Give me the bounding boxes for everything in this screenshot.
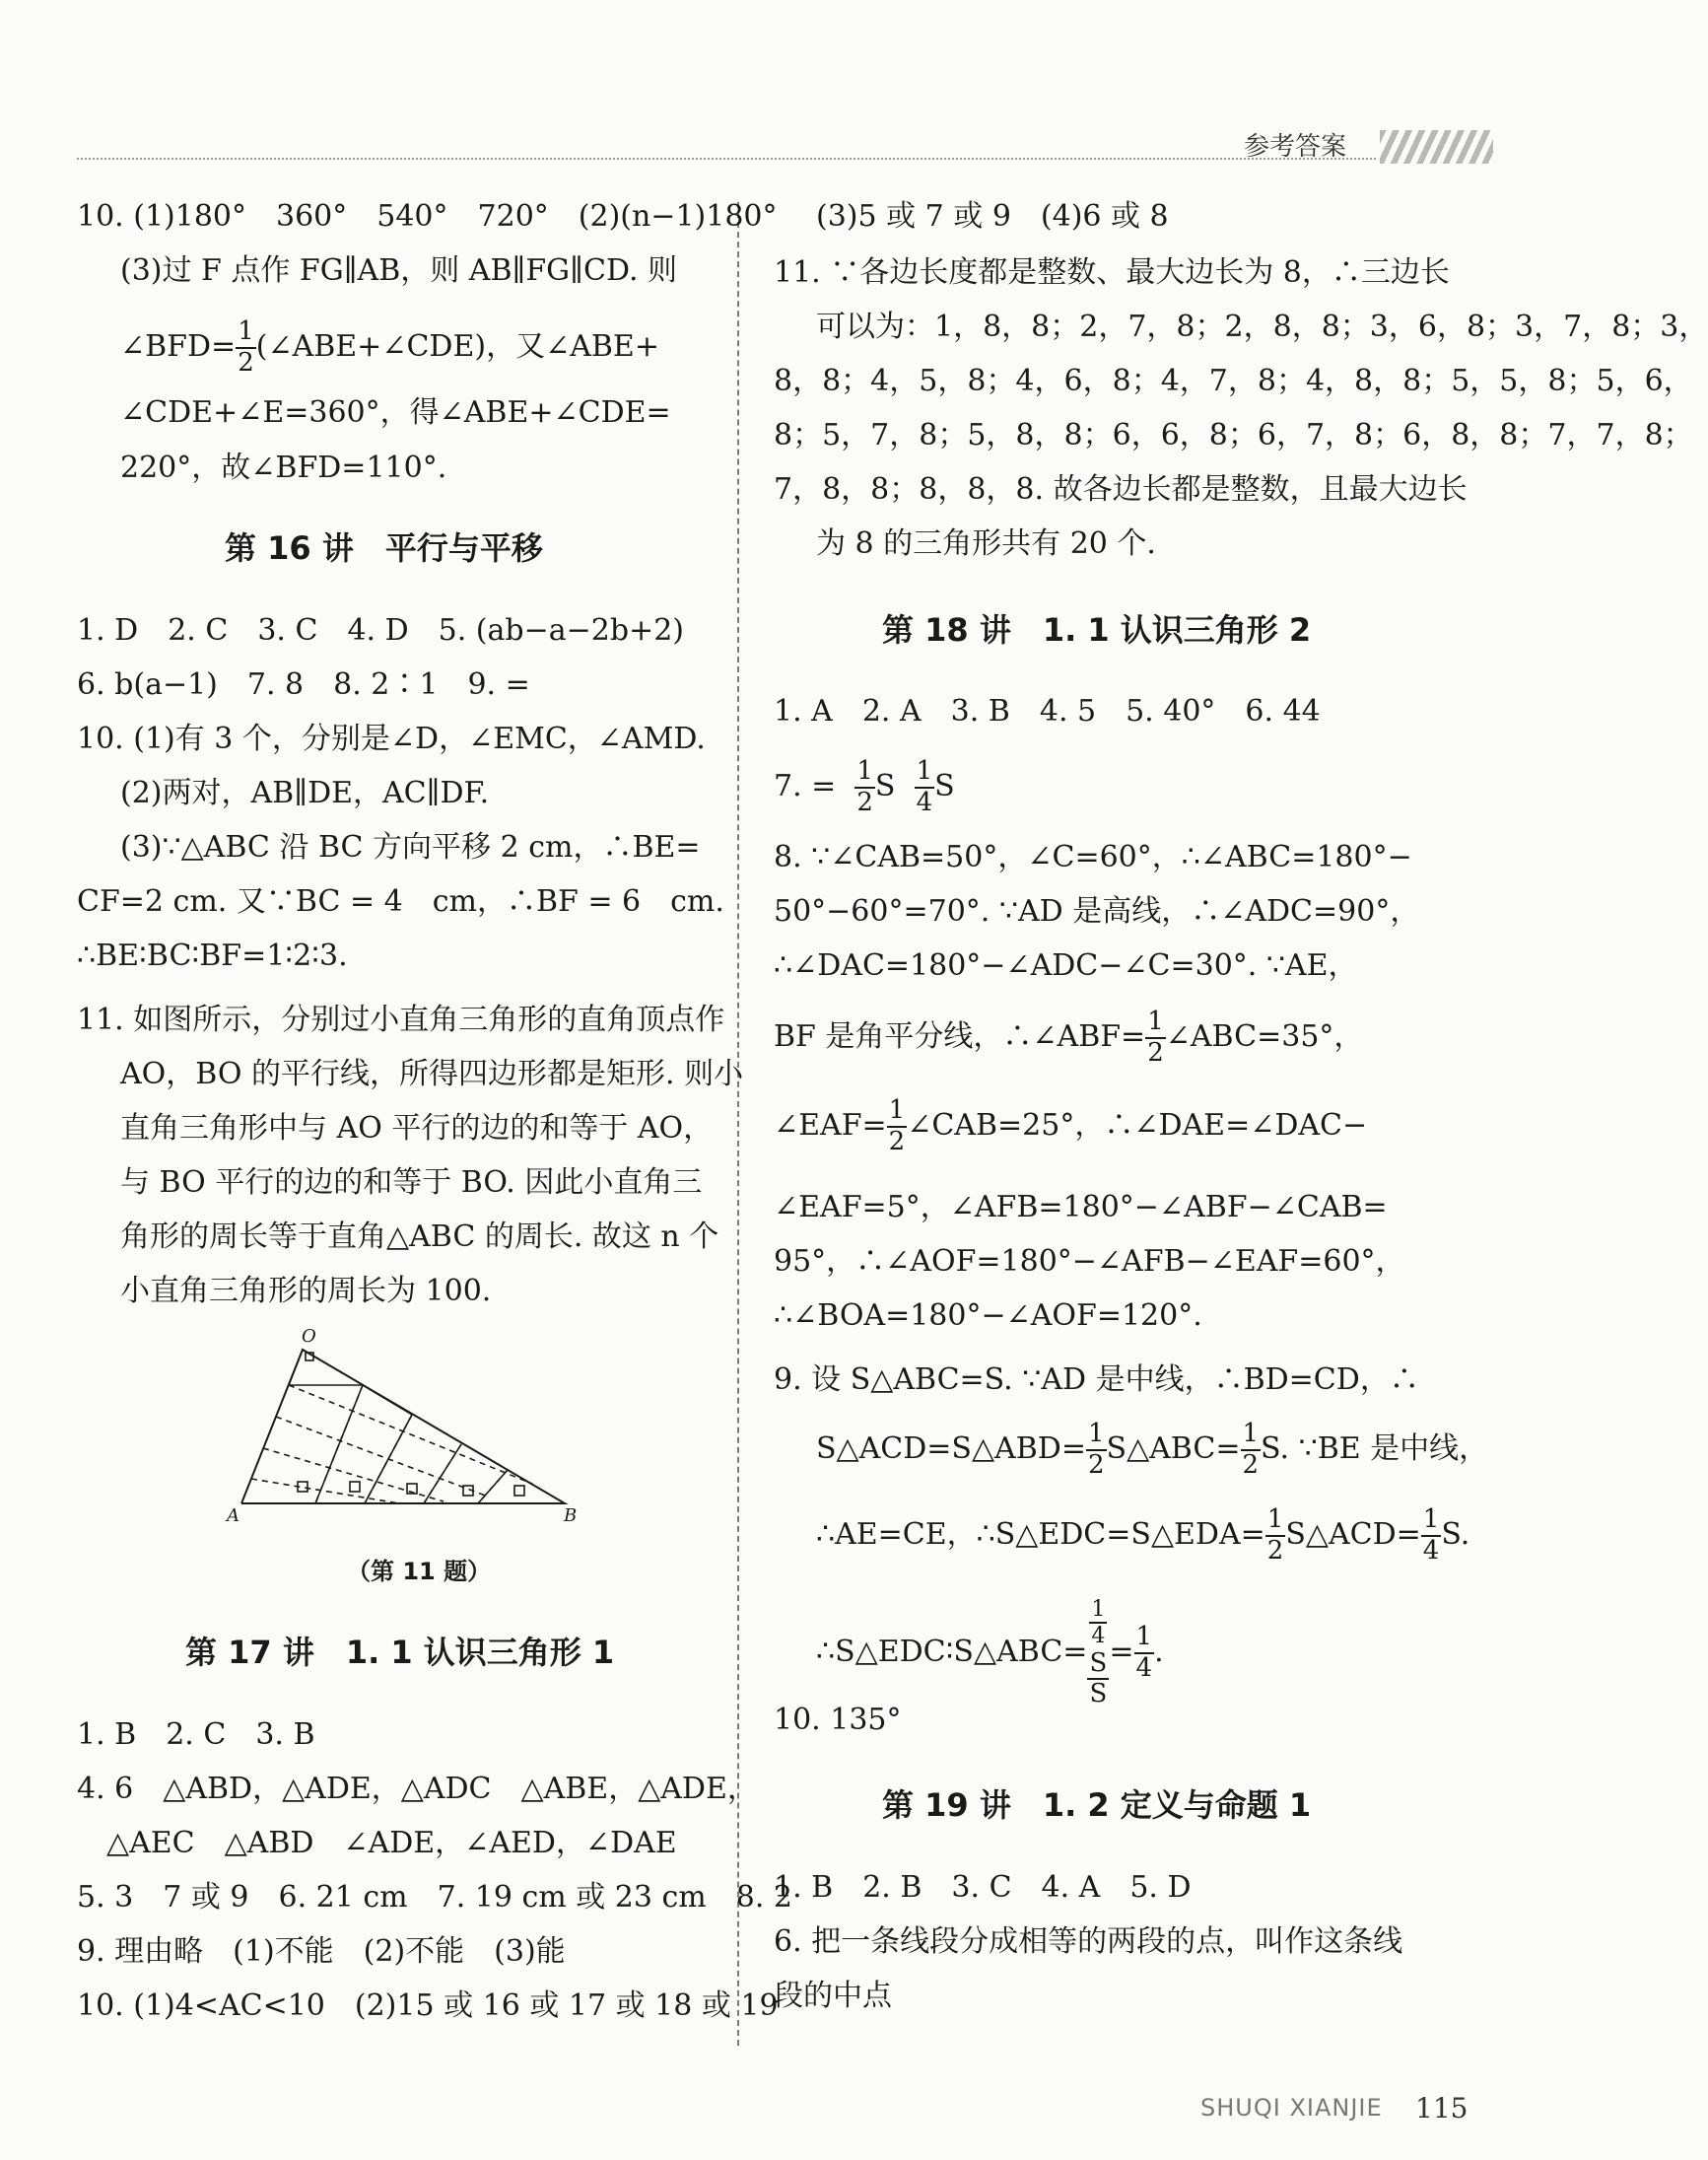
s16-line6: CF=2 cm. 又∵BC = 4 cm，∴BF = 6 cm. bbox=[77, 884, 724, 919]
header-rule bbox=[77, 158, 1376, 160]
fraction-half: $\frac{1}{2}$ bbox=[1147, 1007, 1164, 1068]
s18-line15: 10. 135° bbox=[774, 1703, 902, 1737]
q10-line1: 10. (1)180° 360° 540° 720° (2)(n−1)180° bbox=[77, 199, 778, 234]
fraction-quarter: $\frac{1}{4}$ bbox=[1422, 1504, 1440, 1566]
s18-line2: 7. = $\frac{1}{2}$ S $\frac{1}{4}$ S bbox=[774, 756, 955, 817]
fraction-half: $\frac{1}{2}$ bbox=[1266, 1504, 1284, 1566]
header-decoration bbox=[1380, 130, 1493, 164]
s18-line8: ∠EAF=5°，∠AFB=180°−∠ABF−∠CAB= bbox=[774, 1190, 1388, 1224]
s18-line6: BF 是角平分线，∴∠ABF= $\frac{1}{2}$ ∠ABC=35°， bbox=[774, 1007, 1364, 1068]
s18-line11: 9. 设 S△ABC=S. ∵AD 是中线，∴BD=CD，∴ bbox=[774, 1362, 1419, 1397]
fraction-half: $\frac{1}{2}$ bbox=[856, 756, 873, 817]
vertex-label-b: B bbox=[564, 1505, 578, 1526]
s18-line4: 50°−60°=70°. ∵AD 是高线，∴∠ADC=90°， bbox=[774, 894, 1420, 929]
s16-line7: ∴BE∶BC∶BF=1∶2∶3. bbox=[77, 939, 348, 973]
q11-line1: 11. ∵各边长度都是整数、最大边长为 8，∴三边长 bbox=[774, 255, 1450, 290]
q10-line2: (3)过 F 点作 FG∥AB，则 AB∥FG∥CD. 则 bbox=[120, 253, 678, 288]
figure-caption: （第 11 题） bbox=[347, 1558, 492, 1585]
q10-line5: 220°，故∠BFD=110°. bbox=[120, 451, 447, 485]
s16-line2: 6. b(a−1) 7. 8 8. 2∶1 9. = bbox=[77, 667, 530, 702]
q11-line5: 7，8，8；8，8，8. 故各边长都是整数，且最大边长 bbox=[774, 472, 1468, 507]
s16-line8: 11. 如图所示，分别过小直角三角形的直角顶点作 bbox=[77, 1003, 725, 1037]
s18-line12: S△ACD=S△ABD= $\frac{1}{2}$ S△ABC= $\frac{1}{2}$ S. ∵BE 是中线， bbox=[816, 1419, 1489, 1480]
s16-line5: (3)∵△ABC 沿 BC 方向平移 2 cm，∴BE= bbox=[120, 830, 701, 865]
s17-line4: 5. 3 7 或 9 6. 21 cm 7. 19 cm 或 23 cm 8. 2 bbox=[77, 1880, 793, 1915]
small-right-triangles bbox=[289, 1350, 524, 1503]
s17-line5: 9. 理由略 (1)不能 (2)不能 (3)能 bbox=[77, 1934, 566, 1969]
s16-line9: AO，BO 的平行线，所得四边形都是矩形. 则小 bbox=[120, 1057, 744, 1091]
q11-line4: 8；5，7，8；5，8，8；6，6，8；6，7，8；6，8，8；7，7，8； bbox=[774, 418, 1693, 453]
fraction-half: $\frac{1}{2}$ bbox=[888, 1095, 906, 1156]
section-18-title: 第 18 讲 1. 1 认识三角形 2 bbox=[882, 611, 1312, 649]
q11-line3: 8，8；4，5，8；4，6，8；4，7，8；4，8，8；5，5，8；5，6， bbox=[774, 364, 1693, 398]
s17-line2: 4. 6 △ABD，△ADE，△ADC △ABE，△ADE， bbox=[77, 1772, 757, 1806]
fraction-half: $\frac{1}{2}$ bbox=[1087, 1419, 1105, 1480]
s18-line13: ∴AE=CE，∴S△EDC=S△EDA= $\frac{1}{2}$ S△ACD= $\frac{1}{4}$ S. bbox=[816, 1504, 1470, 1566]
fraction-half: $\frac{1}{2}$ bbox=[238, 316, 254, 378]
s18-line3: 8. ∵∠CAB=50°，∠C=60°，∴∠ABC=180°− bbox=[774, 840, 1412, 874]
q11-line6: 为 8 的三角形共有 20 个. bbox=[816, 526, 1156, 561]
s18-line7: ∠EAF= $\frac{1}{2}$ ∠CAB=25°，∴∠DAE=∠DAC− bbox=[774, 1095, 1368, 1156]
s16-line10: 直角三角形中与 AO 平行的边的和等于 AO， bbox=[120, 1111, 714, 1146]
vertex-label-a: A bbox=[227, 1505, 239, 1526]
q10-line3: ∠BFD= $\frac{1}{2}$ (∠ABE+∠CDE)，又∠ABE+ bbox=[120, 316, 659, 378]
s19-line2: 6. 把一条线段分成相等的两段的点，叫作这条线 bbox=[774, 1924, 1403, 1959]
fraction-quarter: $\frac{1}{4}$ bbox=[1135, 1622, 1153, 1684]
fraction-quarter: $\frac{1}{4}$ bbox=[916, 756, 933, 817]
triangle-figure bbox=[227, 1326, 581, 1528]
section-17-title: 第 17 讲 1. 1 认识三角形 1 bbox=[185, 1634, 615, 1671]
column-divider bbox=[737, 202, 739, 2046]
s16-line4: (2)两对，AB∥DE，AC∥DF. bbox=[120, 776, 490, 810]
s17-line6: 10. (1)4<AC<10 (2)15 或 16 或 17 或 18 或 19 bbox=[77, 1988, 779, 2023]
page-number: 115 bbox=[1415, 2092, 1469, 2125]
s17-line1: 1. B 2. C 3. B bbox=[77, 1717, 315, 1752]
s18-line5: ∴∠DAC=180°−∠ADC−∠C=30°. ∵AE， bbox=[774, 948, 1358, 983]
q11-line2: 可以为：1，8，8；2，7，8；2，8，8；3，6，8；3，7，8；3， bbox=[816, 310, 1708, 344]
section-16-title: 第 16 讲 平行与平移 bbox=[225, 529, 543, 567]
s16-line1: 1. D 2. C 3. C 4. D 5. (ab−a−2b+2) bbox=[77, 613, 684, 648]
q10-line4: ∠CDE+∠E=360°，得∠ABE+∠CDE= bbox=[120, 395, 671, 430]
s16-line12: 角形的周长等于直角△ABC 的周长. 故这 n 个 bbox=[120, 1219, 719, 1254]
fraction-compound: 1 4 S S bbox=[1087, 1597, 1109, 1709]
q10-continued: (3)5 或 7 或 9 (4)6 或 8 bbox=[816, 199, 1169, 234]
s18-line9: 95°，∴∠AOF=180°−∠AFB−∠EAF=60°， bbox=[774, 1244, 1405, 1279]
s18-line1: 1. A 2. A 3. B 4. 5 5. 40° 6. 44 bbox=[774, 694, 1321, 729]
footer-series: SHUQI XIANJIE bbox=[1200, 2094, 1383, 2122]
outer-triangle bbox=[241, 1350, 565, 1503]
s19-line3: 段的中点 bbox=[774, 1979, 892, 2013]
fraction-half: $\frac{1}{2}$ bbox=[1242, 1419, 1260, 1480]
s16-line13: 小直角三角形的周长为 100. bbox=[120, 1274, 492, 1308]
vertex-label-o: O bbox=[302, 1326, 316, 1347]
s16-line3: 10. (1)有 3 个，分别是∠D，∠EMC，∠AMD. bbox=[77, 722, 706, 756]
s18-line14: ∴S△EDC∶S△ABC= 1 4 S S = $\frac{1}{4}$ . bbox=[816, 1597, 1164, 1709]
s17-line3: △AEC △ABD ∠ADE，∠AED，∠DAE bbox=[106, 1826, 677, 1860]
section-19-title: 第 19 讲 1. 2 定义与命题 1 bbox=[882, 1786, 1312, 1824]
s16-line11: 与 BO 平行的边的和等于 BO. 因此小直角三 bbox=[120, 1165, 703, 1200]
s18-line10: ∴∠BOA=180°−∠AOF=120°. bbox=[774, 1298, 1202, 1333]
s19-line1: 1. B 2. B 3. C 4. A 5. D bbox=[774, 1870, 1192, 1905]
header-title: 参考答案 bbox=[1244, 132, 1347, 162]
